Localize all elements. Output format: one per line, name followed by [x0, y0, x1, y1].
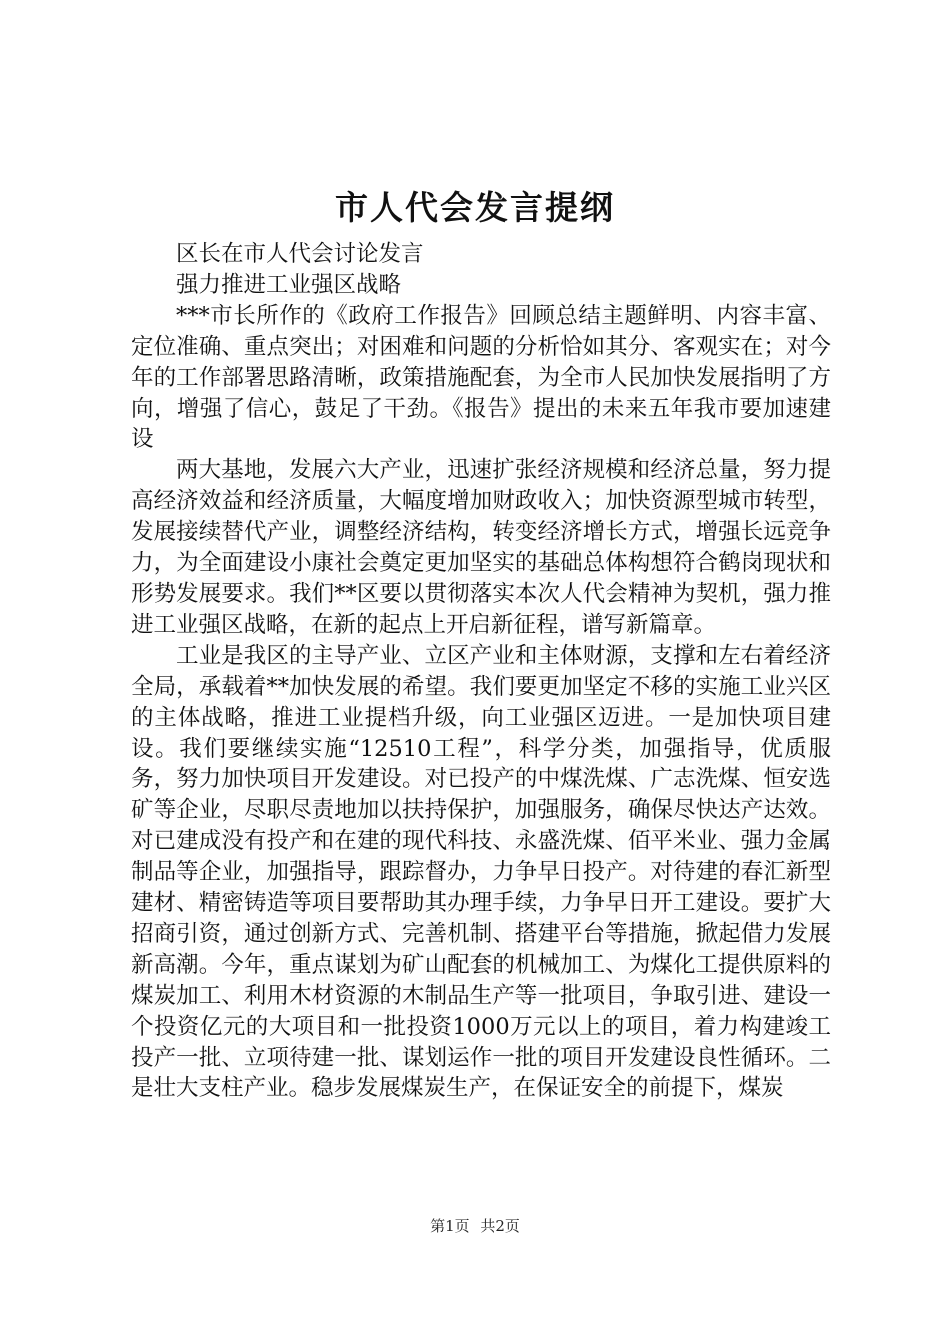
document-body	[131, 239, 831, 1104]
document-title: 市人代会发言提纲	[335, 188, 615, 227]
paragraph: 工业是我区的主导产业、立区产业和主体财源，支撑和左右着经济全局，承载着**加快发展的希望。我们要更加坚定不移的实施工业兴区的主体战略，推进工业提档升级，向工业强区迈进。一是加快项目建设。我们要继续实施“12510工程”，科学分类，加强指导，优质服务，努力加快项目开发建设。对已投产的中煤洗煤、广志洗煤、恒安选矿等企业，尽职尽责地加以扶持保护，加强服务，确保尽快达产达效。对已建成没有投产和在建的现代科技、永盛洗煤、佰平米业、强力金属制品等企业，加强指导，跟踪督办，力争早日投产。对待建的春汇新型建材、精密铸造等项目要帮助其办理手续，力争早日开工建设。要扩大招商引资，通过创新方式、完善机制、搭建平台等措施，掀起借力发展新高潮。今年，重点谋划为矿山配套的机械加工、为煤化工提供原料的煤炭加工、利用木材资源的木制品生产等一批项目，争取引进、建设一个投资亿元的大项目和一批投资1000万元以上的项目，着力构建竣工投产一批、立项待建一批、谋划运作一批的项目开发建设良性循环。二是壮大支柱产业。稳步发展煤炭生产，在保证安全的前提下，煤炭	[131, 642, 831, 1102]
page-number: 第1页	[430, 1217, 470, 1235]
paragraph-subtitle: 强力推进工业强区战略	[176, 271, 402, 298]
page-footer	[0, 1215, 950, 1237]
paragraph: ***市长所作的《政府工作报告》回顾总结主题鲜明、内容丰富、定位准确、重点突出；对困难和问题的分析恰如其分、客观实在；对今年的工作部署思路清晰，政策措施配套，为全市人民加快发展指明了方向，增强了信心，鼓足了干劲。《报告》提出的未来五年我市要加速建设	[131, 302, 831, 453]
paragraph: 两大基地，发展六大产业，迅速扩张经济规模和经济总量，努力提高经济效益和经济质量，大幅度增加财政收入；加快资源型城市转型，发展接续替代产业，调整经济结构，转变经济增长方式，增强长远竞争力，为全面建设小康社会奠定更加坚实的基础总体构想符合鹤岗现状和形势发展要求。我们**区要以贯彻落实本次人代会精神为契机，强力推进工业强区战略，在新的起点上开启新征程，谱写新篇章。	[131, 457, 831, 638]
page-total: 共2页	[480, 1217, 520, 1235]
paragraph-speaker-line: 区长在市人代会讨论发言	[176, 241, 424, 267]
